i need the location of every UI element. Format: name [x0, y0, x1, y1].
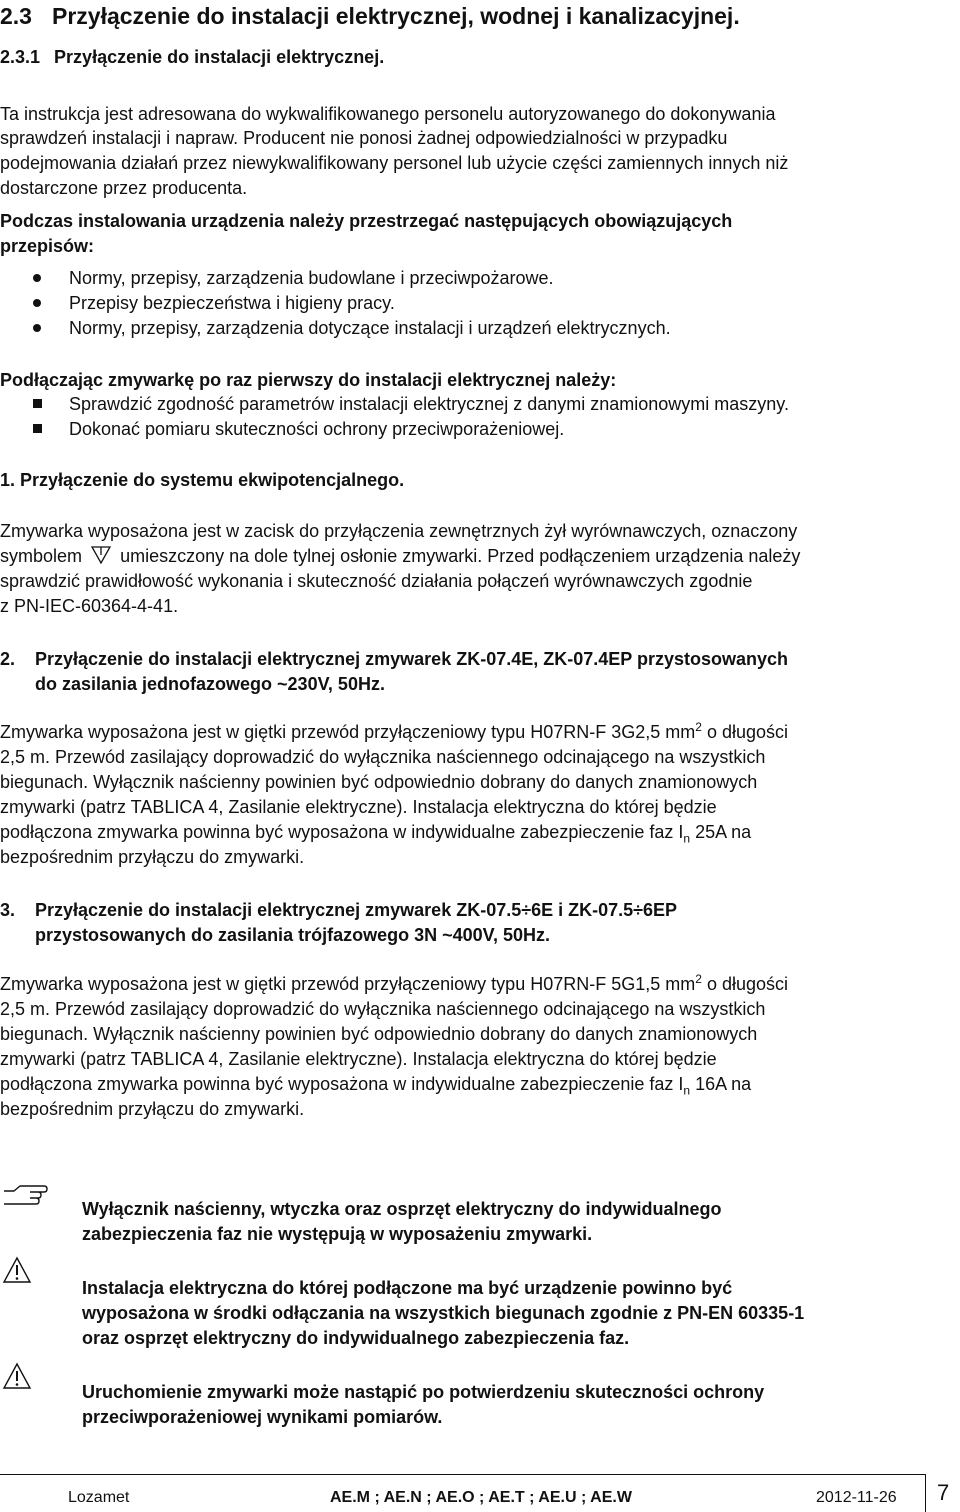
s2-line: bezpośrednim przyłączu do zmywarki. [0, 847, 305, 867]
s2-heading: Przyłączenie do instalacji elektrycznej zmywarek ZK-07.4E, ZK-07.4EP przystosowanych [35, 649, 788, 669]
s2-line [0, 820, 751, 845]
subscript: n [683, 831, 691, 846]
s1-heading: 1. Przyłączenie do systemu ekwipotencjalnego. [0, 470, 405, 490]
intro-line: podejmowania działań przez niewykwalifikowany personel lub użycie części zamiennych innych niż [0, 153, 789, 173]
note-line: Wyłącznik naścienny, wtyczka oraz osprzęt elektryczny do indywidualnego [82, 1199, 722, 1219]
s3-line: biegunach. Wyłącznik naścienny powinien być odpowiednio dobrany do danych znamionowych [0, 1024, 758, 1044]
s1-line [0, 544, 800, 569]
s2-line [0, 720, 788, 745]
subsection-heading [0, 45, 384, 69]
bullet-icon [33, 274, 41, 282]
equipotential-symbol-icon [91, 546, 111, 564]
s3-heading-number: 3. [0, 900, 16, 920]
footer-date: 2012-11-26 [816, 1489, 897, 1506]
s2-line: zmywarki (patrz TABLICA 4, Zasilanie elektryczne). Instalacja elektryczna do której będzie [0, 797, 717, 817]
square-bullet-icon [33, 424, 42, 433]
first-connection-item: Sprawdzić zgodność parametrów instalacji elektrycznej z danymi znamionowymi maszyny. [69, 394, 789, 414]
s2-line: biegunach. Wyłącznik naścienny powinien być odpowiednio dobrany do danych znamionowych [0, 772, 758, 792]
s3-line [0, 1072, 751, 1097]
note-line: wyposażona w środki odłączania na wszystkich biegunach zgodnie z PN-EN 60335-1 [82, 1303, 805, 1323]
s3-heading: przystosowanych do zasilania trójfazowego 3N ~400V, 50Hz. [35, 925, 551, 945]
section-heading [0, 2, 740, 30]
s2-line-text: podłączona zmywarka powinna być wyposażona w indywidualne zabezpieczenie faz I [0, 822, 684, 842]
footer-models: AE.M ; AE.N ; AE.O ; AE.T ; AE.U ; AE.W [330, 1489, 632, 1506]
s2-line: 2,5 m. Przewód zasilający doprowadzić do wyłącznika naściennego odcinającego na wszystkich [0, 747, 766, 767]
section-title: Przyłączenie do instalacji elektrycznej, wodnej i kanalizacyjnej. [51, 3, 740, 29]
bullet-icon [33, 324, 41, 332]
regulation-item: Przepisy bezpieczeństwa i higieny pracy. [69, 293, 395, 313]
page-number: 7 [937, 1480, 950, 1505]
subsection-number: 2.3.1 [0, 47, 41, 67]
footer-divider [925, 1474, 926, 1512]
regulation-item: Normy, przepisy, zarządzenia dotyczące instalacji i urządzeń elektrycznych. [69, 318, 671, 338]
s3-line [0, 972, 788, 997]
s1-line: sprawdzić prawidłowość wykonania i skuteczność działania połączeń wyrównawczych zgodnie [0, 571, 753, 591]
note-line: oraz osprzęt elektryczny do indywidualnego zabezpieczenia faz. [82, 1328, 630, 1348]
warning-triangle-icon [2, 1256, 32, 1284]
superscript: 2 [695, 972, 702, 986]
s2-line-text: 25A na [690, 822, 752, 842]
first-connection-heading: Podłączając zmywarkę po raz pierwszy do instalacji elektrycznej należy: [0, 370, 617, 390]
section-number: 2.3 [0, 3, 32, 29]
note-line: Instalacja elektryczna do której podłączone ma być urządzenie powinno być [82, 1278, 733, 1298]
warning-triangle-icon [2, 1362, 32, 1390]
note-line: Uruchomienie zmywarki może nastąpić po potwierdzeniu skuteczności ochrony [82, 1382, 765, 1402]
s3-heading: Przyłączenie do instalacji elektrycznej zmywarek ZK-07.5÷6E i ZK-07.5÷6EP [35, 900, 678, 920]
bullet-icon [33, 299, 41, 307]
s1-line: Zmywarka wyposażona jest w zacisk do przyłączenia zewnętrznych żył wyrównawczych, oznaczony [0, 521, 798, 541]
intro-line: sprawdzeń instalacji i napraw. Producent nie ponosi żadnej odpowiedzialności w przypadku [0, 128, 728, 148]
note-line: zabezpieczenia faz nie występują w wyposażeniu zmywarki. [82, 1224, 593, 1244]
regulations-heading: przepisów: [0, 236, 95, 256]
s3-line: bezpośrednim przyłączu do zmywarki. [0, 1099, 305, 1119]
subsection-title: Przyłączenie do instalacji elektrycznej. [54, 47, 385, 67]
superscript: 2 [695, 720, 702, 734]
regulation-item: Normy, przepisy, zarządzenia budowlane i przeciwpożarowe. [69, 268, 554, 288]
subscript: n [683, 1083, 691, 1098]
s2-line-text: o długości [701, 722, 788, 742]
note-line: przeciwporażeniowej wynikami pomiarów. [82, 1407, 443, 1427]
regulations-heading: Podczas instalowania urządzenia należy przestrzegać następujących obowiązujących [0, 211, 733, 231]
s3-line-text: o długości [701, 974, 788, 994]
first-connection-item: Dokonać pomiaru skuteczności ochrony przeciwporażeniowej. [69, 419, 565, 439]
footer-company: Lozamet [68, 1489, 130, 1506]
s3-line: zmywarki (patrz TABLICA 4, Zasilanie elektryczne). Instalacja elektryczna do której będzie [0, 1049, 717, 1069]
s1-line-pre: symbolem [0, 546, 83, 566]
s2-heading: do zasilania jednofazowego ~230V, 50Hz. [35, 674, 385, 694]
intro-line: dostarczone przez producenta. [0, 178, 248, 198]
s3-line-text: 16A na [690, 1074, 752, 1094]
s1-line-post: umieszczony na dole tylnej osłonie zmywarki. Przed podłączeniem urządzenia należy [120, 546, 801, 566]
square-bullet-icon [33, 399, 42, 408]
pointing-hand-icon [2, 1182, 48, 1208]
s3-line: 2,5 m. Przewód zasilający doprowadzić do wyłącznika naściennego odcinającego na wszystkich [0, 999, 766, 1019]
s2-heading-number: 2. [0, 649, 16, 669]
s3-line-text: Zmywarka wyposażona jest w giętki przewód przyłączeniowy typu H07RN-F 5G1,5 mm [0, 974, 696, 994]
footer-rule [0, 1474, 926, 1475]
intro-line: Ta instrukcja jest adresowana do wykwalifikowanego personelu autoryzowanego do dokonywania [0, 104, 776, 124]
s2-line-text: Zmywarka wyposażona jest w giętki przewód przyłączeniowy typu H07RN-F 3G2,5 mm [0, 722, 696, 742]
s1-line: z PN-IEC-60364-4-41. [0, 596, 179, 616]
s3-line-text: podłączona zmywarka powinna być wyposażona w indywidualne zabezpieczenie faz I [0, 1074, 684, 1094]
